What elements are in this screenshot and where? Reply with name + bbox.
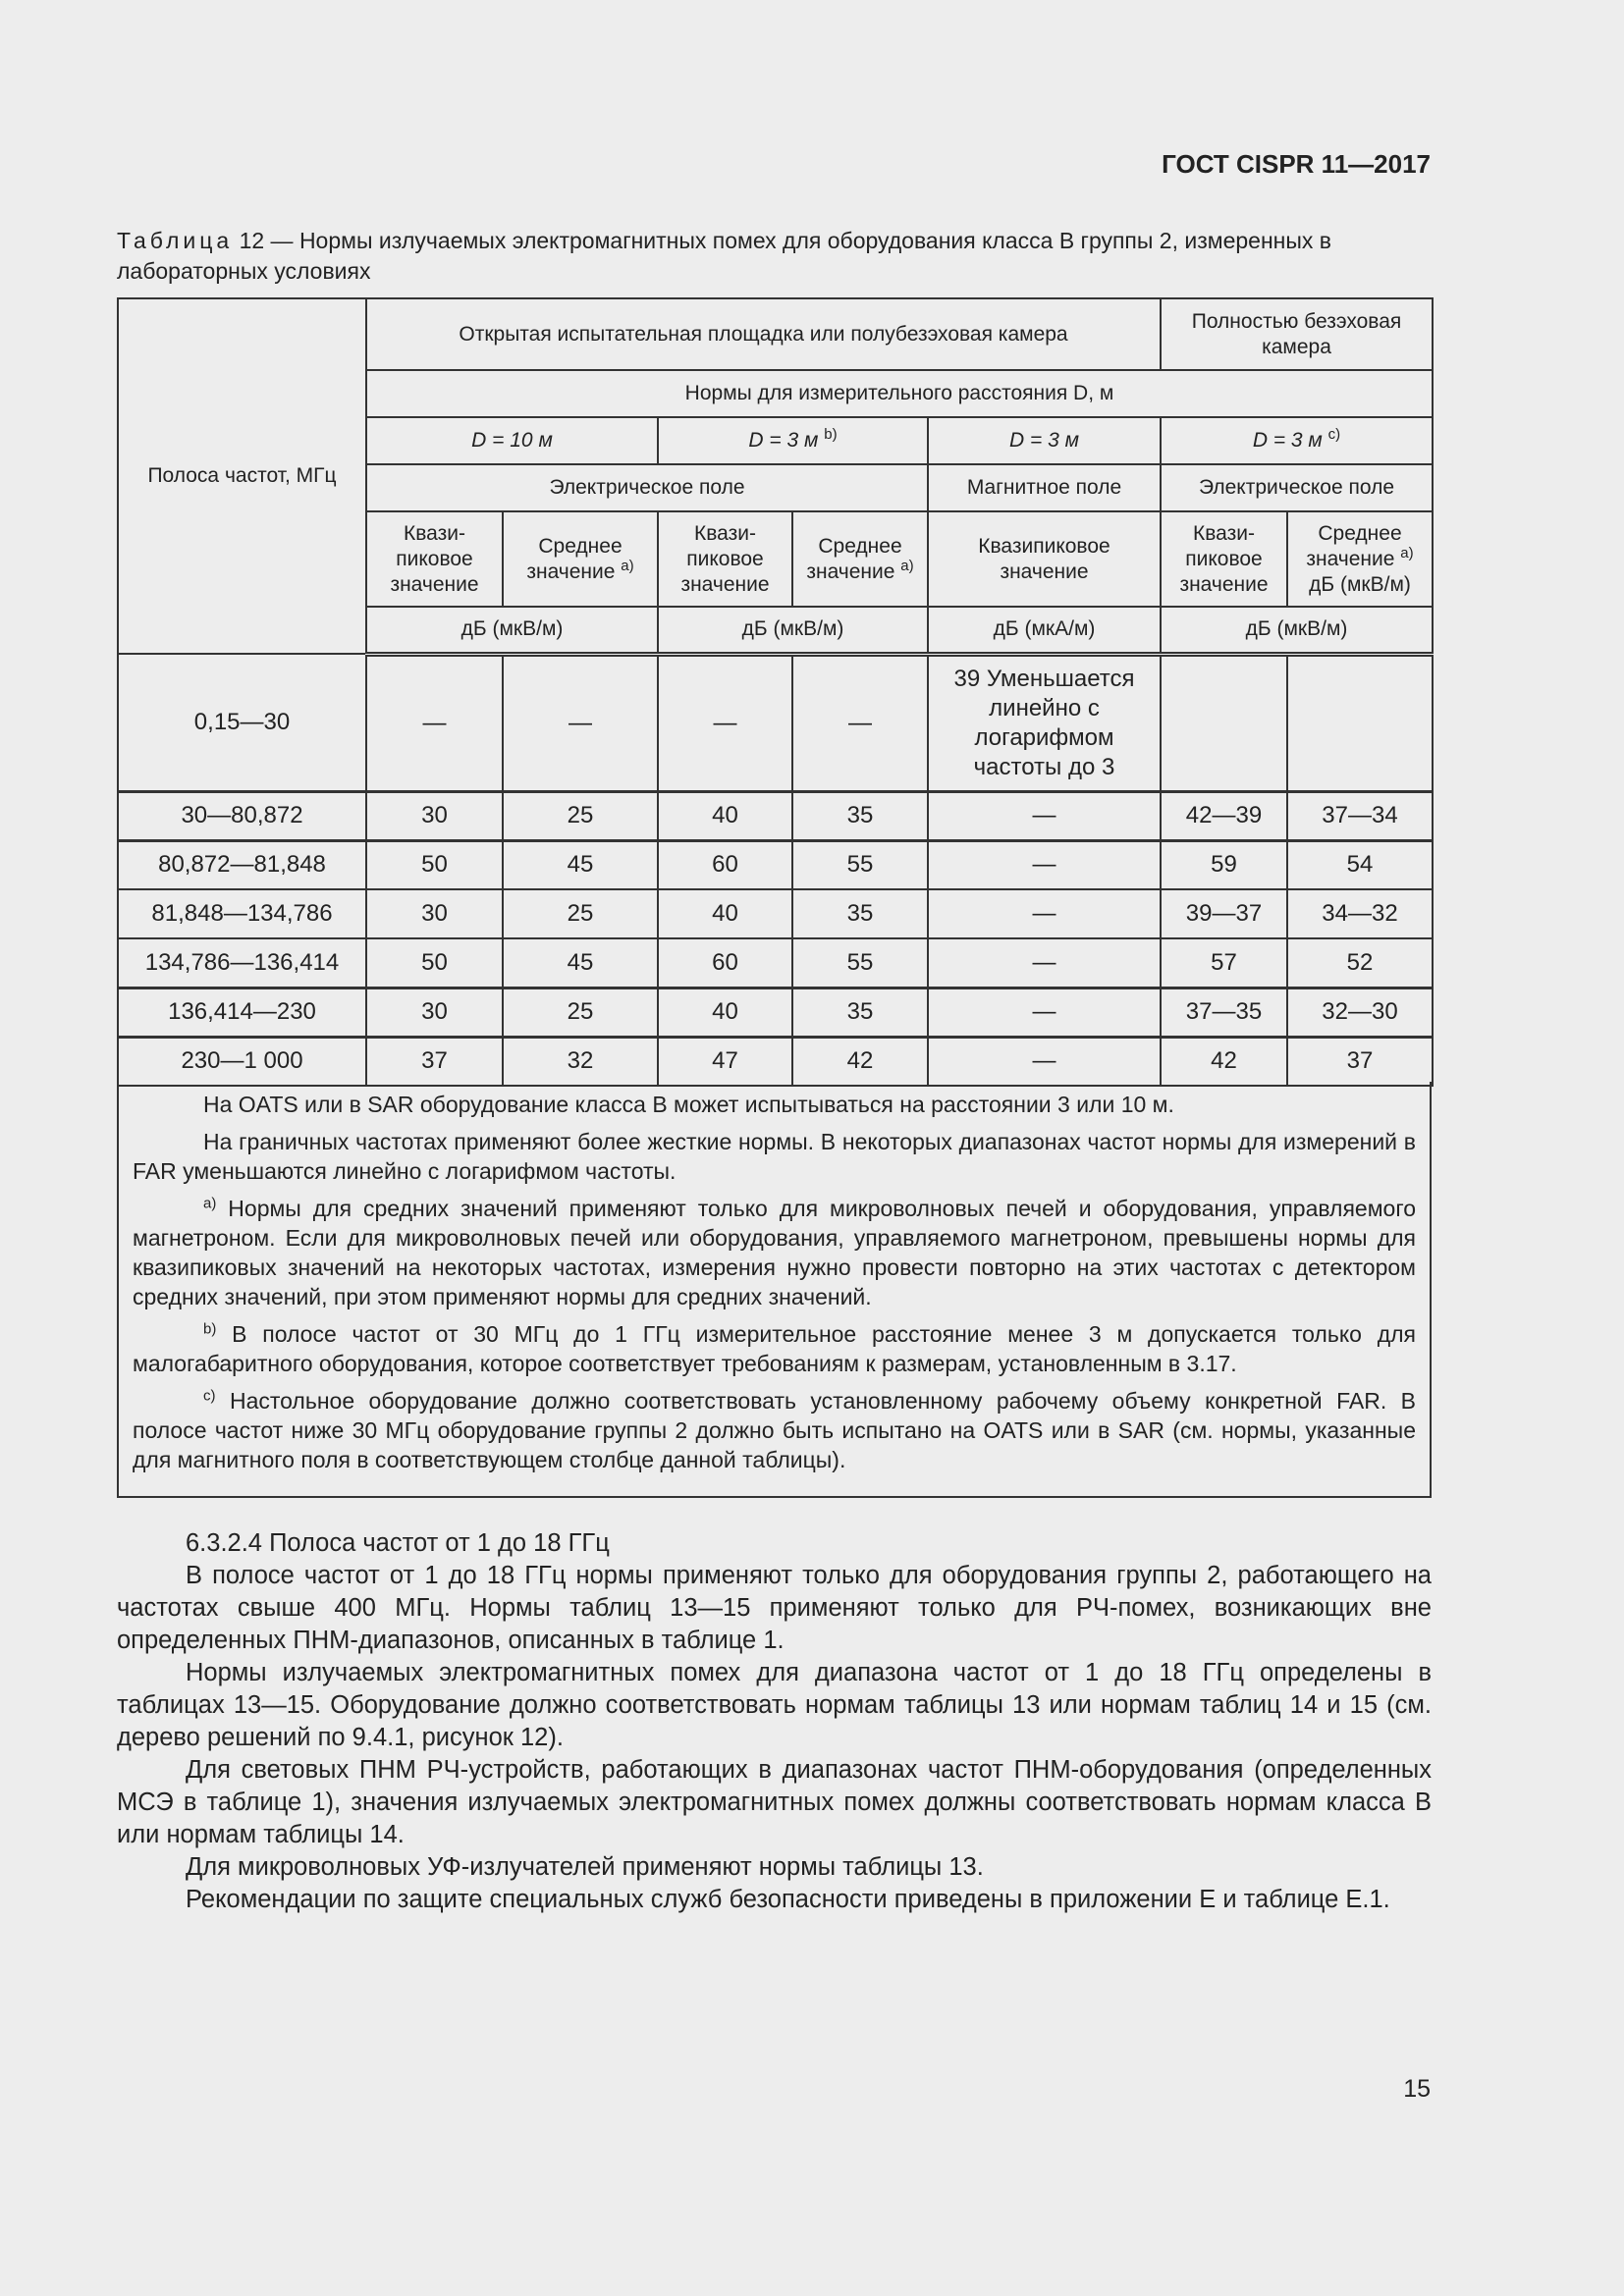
paragraph: Нормы излучаемых электромагнитных помех для диапазона частот от 1 до 18 ГГц определены в таблицах 13—15. Оборудование должно соответствовать нормам таблицы 13 или нормам таблиц 14 и 15 (см. дерево решений по 9.4.1, рисунок 12). bbox=[117, 1659, 1432, 1751]
table-cell: 32 bbox=[503, 1037, 658, 1086]
d10-header: D = 10 м bbox=[366, 417, 658, 464]
table-cell: 81,848—134,786 bbox=[118, 889, 366, 938]
table-cell: 80,872—81,848 bbox=[118, 840, 366, 889]
table-cell: 37—35 bbox=[1161, 988, 1287, 1037]
table-cell: 34—32 bbox=[1287, 889, 1433, 938]
table-cell: 37 bbox=[366, 1037, 503, 1086]
table-cell: 55 bbox=[792, 938, 928, 988]
table-cell: 59 bbox=[1161, 840, 1287, 889]
section-heading: 6.3.2.4 Полоса частот от 1 до 18 ГГц bbox=[186, 1529, 610, 1557]
table-cell: — bbox=[366, 654, 503, 791]
footnote-b: $^{b)}$ В полосе частот от 30 МГц до 1 ГГц измерительное расстояние менее 3 м допускается только для малогабаритного оборудования, которое соответствует требованиям к размерам, установленным в 3.17. bbox=[133, 1320, 1416, 1376]
magnetic-field-header: Магнитное поле bbox=[928, 464, 1161, 511]
table-cell: 37—34 bbox=[1287, 791, 1433, 840]
table-cell: — bbox=[928, 791, 1161, 840]
table-cell: 50 bbox=[366, 938, 503, 988]
table-cell: 134,786—136,414 bbox=[118, 938, 366, 988]
table-caption bbox=[117, 226, 1431, 287]
table-row bbox=[118, 938, 1433, 988]
paragraph: Рекомендации по защите специальных служб безопасности приведены в приложении Е и таблице Е.1. bbox=[186, 1886, 1390, 1913]
d3b-header: D = 3 м $^{b)}$ bbox=[658, 417, 928, 464]
table-cell: 55 bbox=[792, 840, 928, 889]
table-cell: 39—37 bbox=[1161, 889, 1287, 938]
table-cell: — bbox=[928, 889, 1161, 938]
section-body bbox=[117, 1527, 1432, 1916]
paragraph: В полосе частот от 1 до 18 ГГц нормы применяют только для оборудования группы 2, работающего на частотах свыше 400 МГц. Нормы таблиц 13—15 применяют только для РЧ-помех, возникающих вне определенных ПНМ-диапазонов, описанных в таблице 1. bbox=[117, 1562, 1432, 1654]
table-cell: 42 bbox=[792, 1037, 928, 1086]
table-cell: 47 bbox=[658, 1037, 792, 1086]
document-id: ГОСТ CISPR 11—2017 bbox=[1162, 149, 1431, 179]
table-cell: 30 bbox=[366, 988, 503, 1037]
table-cell: 42—39 bbox=[1161, 791, 1287, 840]
table-cell: 35 bbox=[792, 791, 928, 840]
electric-field-header: Электрическое поле bbox=[366, 464, 928, 511]
table-cell: 30—80,872 bbox=[118, 791, 366, 840]
table-cell: 39 Уменьшается линейно с логарифмом частоты до 3 bbox=[928, 654, 1161, 791]
table-cell bbox=[1161, 654, 1287, 791]
table-cell bbox=[1287, 654, 1433, 791]
table-cell: 45 bbox=[503, 840, 658, 889]
d3-header: D = 3 м bbox=[928, 417, 1161, 464]
quasi-peak-value-header: Квазипиковое значение bbox=[928, 511, 1161, 607]
table-cell: 42 bbox=[1161, 1037, 1287, 1086]
table-cell: 57 bbox=[1161, 938, 1287, 988]
table-row bbox=[118, 1037, 1433, 1086]
table-cell: 25 bbox=[503, 988, 658, 1037]
table-cell: 50 bbox=[366, 840, 503, 889]
table-cell: 54 bbox=[1287, 840, 1433, 889]
table-cell: — bbox=[658, 654, 792, 791]
unit-header: дБ (мкВ/м) bbox=[366, 607, 658, 654]
table-row bbox=[118, 988, 1433, 1037]
table-cell: 30 bbox=[366, 791, 503, 840]
table-cell: — bbox=[928, 988, 1161, 1037]
table-cell: 25 bbox=[503, 791, 658, 840]
table-cell: 40 bbox=[658, 988, 792, 1037]
d3c-header: D = 3 м $^{c)}$ bbox=[1161, 417, 1433, 464]
table-cell: 37 bbox=[1287, 1037, 1433, 1086]
table-cell: 0,15—30 bbox=[118, 654, 366, 791]
note: На граничных частотах применяют более жесткие нормы. В некоторых диапазонах частот нормы для измерений в FAR уменьшаются линейно с логарифмом частоты. bbox=[133, 1129, 1416, 1184]
table-cell: 25 bbox=[503, 889, 658, 938]
paragraph: Для микроволновых УФ-излучателей применяют нормы таблицы 13. bbox=[186, 1853, 984, 1881]
caption-label: Таблица bbox=[117, 228, 234, 253]
note: На OATS или в SAR оборудование класса В может испытываться на расстоянии 3 или 10 м. bbox=[203, 1092, 1174, 1117]
unit-header: дБ (мкВ/м) bbox=[658, 607, 928, 654]
emission-limits-table bbox=[117, 297, 1434, 1087]
table-cell: 35 bbox=[792, 988, 928, 1037]
footnote-c: $^{c)}$ Настольное оборудование должно соответствовать установленному рабочему объему конкретной FAR. В полосе частот ниже 30 МГц оборудование группы 2 должно быть испытано на OATS или в SAR (см. нормы, указанные для магнитного поля в соответствующем столбце данной таблицы). bbox=[133, 1387, 1417, 1472]
table-cell: — bbox=[503, 654, 658, 791]
quasi-peak-header: Квази-пиковое значение bbox=[366, 511, 503, 607]
table-cell: 60 bbox=[658, 938, 792, 988]
table-cell: 52 bbox=[1287, 938, 1433, 988]
table-row bbox=[118, 654, 1433, 791]
table-cell: 136,414—230 bbox=[118, 988, 366, 1037]
quasi-peak-header: Квази-пиковое значение bbox=[1161, 511, 1287, 607]
oats-header: Открытая испытательная площадка или полубезэховая камера bbox=[366, 298, 1161, 370]
caption-text: 12 — Нормы излучаемых электромагнитных помех для оборудования класса В группы 2, измеренных в лабораторных условиях bbox=[117, 228, 1332, 284]
quasi-peak-header: Квази-пиковое значение bbox=[658, 511, 792, 607]
table-cell: 40 bbox=[658, 791, 792, 840]
unit-header: дБ (мкВ/м) bbox=[1161, 607, 1433, 654]
table-row bbox=[118, 791, 1433, 840]
table-cell: — bbox=[928, 840, 1161, 889]
table-row bbox=[118, 840, 1433, 889]
average-header: Среднее значение $^{a)}$ дБ (мкВ/м) bbox=[1287, 511, 1433, 607]
far-header: Полностью безэховая камера bbox=[1161, 298, 1433, 370]
table-row bbox=[118, 889, 1433, 938]
freq-header: Полоса частот, МГц bbox=[118, 298, 366, 654]
table-cell: 32—30 bbox=[1287, 988, 1433, 1037]
table-cell: 45 bbox=[503, 938, 658, 988]
table-cell: — bbox=[928, 1037, 1161, 1086]
table-cell: 60 bbox=[658, 840, 792, 889]
table-cell: — bbox=[928, 938, 1161, 988]
electric-field-header-far: Электрическое поле bbox=[1161, 464, 1433, 511]
table-cell: 35 bbox=[792, 889, 928, 938]
table-cell: 230—1 000 bbox=[118, 1037, 366, 1086]
average-header: Среднее значение $^{a)}$ bbox=[503, 511, 658, 607]
distance-header: Нормы для измерительного расстояния D, м bbox=[366, 370, 1433, 417]
table-cell: 30 bbox=[366, 889, 503, 938]
unit-header: дБ (мкА/м) bbox=[928, 607, 1161, 654]
page-number: 15 bbox=[1403, 2075, 1431, 2103]
paragraph: Для световых ПНМ РЧ-устройств, работающих в диапазонах частот ПНМ-оборудования (определенных МСЭ в таблице 1), значения излучаемых электромагнитных помех должны соответствовать нормам класса В или нормам таблицы 14. bbox=[117, 1756, 1432, 1848]
footnote-a: $^{a)}$ Нормы для средних значений применяют только для микроволновых печей и оборудования, управляемого магнетроном. Если для микроволновых печей или оборудования, управляемого магнетроном, превышены нормы для квазипиковых значений на некоторых частотах, измерения нужно провести повторно на этих частотах с детектором средних значений, при этом применяют нормы для средних значений. bbox=[133, 1195, 1417, 1309]
average-header: Среднее значение $^{a)}$ bbox=[792, 511, 928, 607]
table-cell: 40 bbox=[658, 889, 792, 938]
table-cell: — bbox=[792, 654, 928, 791]
table-notes bbox=[117, 1082, 1432, 1498]
